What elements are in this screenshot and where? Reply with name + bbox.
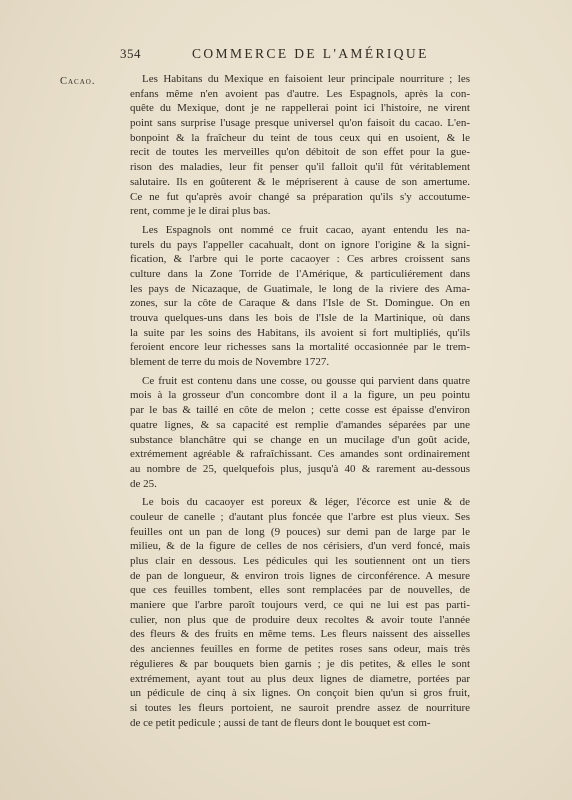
page-header [120, 46, 465, 68]
text-line: feuilles ont un pan de long (9 pouces) sur demi pan de large par le [130, 525, 470, 538]
text-line: point sans surprise l'usage presque universel qu'on faisoit du cacao. L'en- [130, 117, 470, 130]
text-line: culture dans la Zone Torride de l'Amérique, & particuliérement dans [130, 267, 470, 280]
text-line: feroient encore leur richesses sans la mortalité occasionnée par le trem- [130, 341, 470, 354]
text-line: bonpoint & la fraîcheur du teint de tous ceux qui en usoient, & le [130, 131, 470, 144]
text-line: de ce petit pedicule ; aussi de tant de fleurs dont le bouquet est com- [130, 716, 431, 729]
text-line: si toutes les fleurs portoient, ne sauroit prendre assez de nourriture [130, 701, 470, 714]
text-line: enfans même n'en avoient pas d'autre. Les Espagnols, après la con- [130, 87, 470, 100]
text-line: milieu, & de la figure de celles de nos cérisiers, d'un verd foncé, mais [130, 540, 470, 553]
text-line: Les Habitans du Mexique en faisoient leur principale nourriture ; les [142, 73, 470, 85]
text-line: rent, comme je le dirai plus bas. [130, 205, 271, 218]
text-line: Le bois du cacaoyer est poreux & léger, l'écorce est unie & de [142, 496, 470, 509]
text-line: par le bas & taillé en côte de melon ; cette cosse est épaisse d'environ [130, 404, 470, 417]
text-line: que ces feuilles tombent, elles sont remplacées par de nouvelles, de [130, 584, 470, 597]
text-line: quatre lignes, & sa capacité est remplie d'amandes séparées par une [130, 418, 470, 431]
running-title: COMMERCE DE L'AMÉRIQUE [192, 46, 429, 61]
text-line: mois à la grosseur d'un concombre dont il a la figure, un peu pointu [130, 389, 470, 402]
text-line: fication, & l'arbre qui le porte cacaoyer : Ces arbres croissent sans [130, 253, 470, 266]
text-line: zones, sur la côte de Caraque & dans l'Isle de St. Domingue. On en [130, 297, 470, 310]
paragraph [130, 72, 470, 219]
text-line: recit de toutes les merveilles qu'on débitoit de son effet pour la gue- [130, 146, 470, 159]
text-line: culier, non plus que de produire deux recoltes & avoir toute l'année [130, 613, 470, 626]
page-number: 354 [120, 46, 141, 61]
text-line: salutaire. Ils en goûterent & le mépriserent à cause de son amertume. [130, 175, 470, 188]
body-text [130, 72, 470, 730]
text-line: rison des maladies, leur fit penser qu'il falloit qu'il fût véritablement [130, 161, 470, 174]
text-line: Les Espagnols ont nommé ce fruit cacao, ayant entendu les na- [142, 223, 470, 236]
text-line: Ce ne fut qu'après avoir changé sa préparation qu'ils s'y accoutume- [130, 190, 470, 203]
text-line: turels du pays l'appeller cacahualt, dont on ignore l'origine & la signi- [130, 238, 470, 251]
text-line: les pays de Nicazaque, de Guatimale, le long de la riviere des Ama- [130, 282, 470, 295]
text-line: extrémement agréable & rafraîchissant. Ces amandes sont ordinairement [130, 448, 470, 461]
text-line: des fleurs & des fruits en même tems. Les fleurs naissent des aisselles [130, 628, 470, 641]
text-line: blement de terre du mois de Novembre 1727. [130, 356, 330, 369]
paragraph [130, 374, 470, 492]
text-line: de 25. [130, 477, 157, 490]
text-line: des anciennes feuilles en forme de petites roses sans odeur, mais très [130, 643, 470, 656]
text-line: trouva quelques-uns dans les bois de l'Isle de la Martinique, où dans [130, 312, 470, 324]
text-line: un pédicule de cinq à six lignes. On conçoit bien qu'un si gros fruit, [130, 687, 470, 700]
text-line: couleur de canelle ; d'autant plus foncée que l'arbre est plus vieux. Ses [130, 510, 470, 523]
text-line: substance blanchâtre qui se change en un mucilage d'un goût acide, [130, 433, 470, 446]
text-line: au nombre de 25, quelquefois plus, jusqu'à 40 & rarement au-dessous [130, 462, 470, 475]
text-line: régulieres & par bouquets bien garnis ; je dis petites, & elles le sont [130, 657, 470, 670]
text-line: plus clair en dessous. Les pédicules qui les soutiennent ont un tiers [130, 555, 470, 567]
paragraph [130, 495, 470, 730]
text-line: quête du Mexique, dont je ne rappellerai point ici l'histoire, ne virent [130, 102, 470, 115]
text-line: extrémement, ayant tout au plus deux lignes de diametre, portées par [130, 672, 470, 685]
text-line: de pan de longueur, & environ trois lignes de circonférence. A mesure [130, 569, 470, 582]
text-line: la suite par les soins des Habitans, ils avoient si fort multipliés, qu'ils [130, 326, 470, 339]
margin-note: Cacao. [60, 76, 96, 87]
paragraph [130, 223, 470, 370]
text-line: maniere que l'arbre paroît toujours verd, ce qui ne lui est pas parti- [130, 599, 470, 612]
text-line: Ce fruit est contenu dans une cosse, ou gousse qui parvient dans quatre [142, 374, 470, 387]
